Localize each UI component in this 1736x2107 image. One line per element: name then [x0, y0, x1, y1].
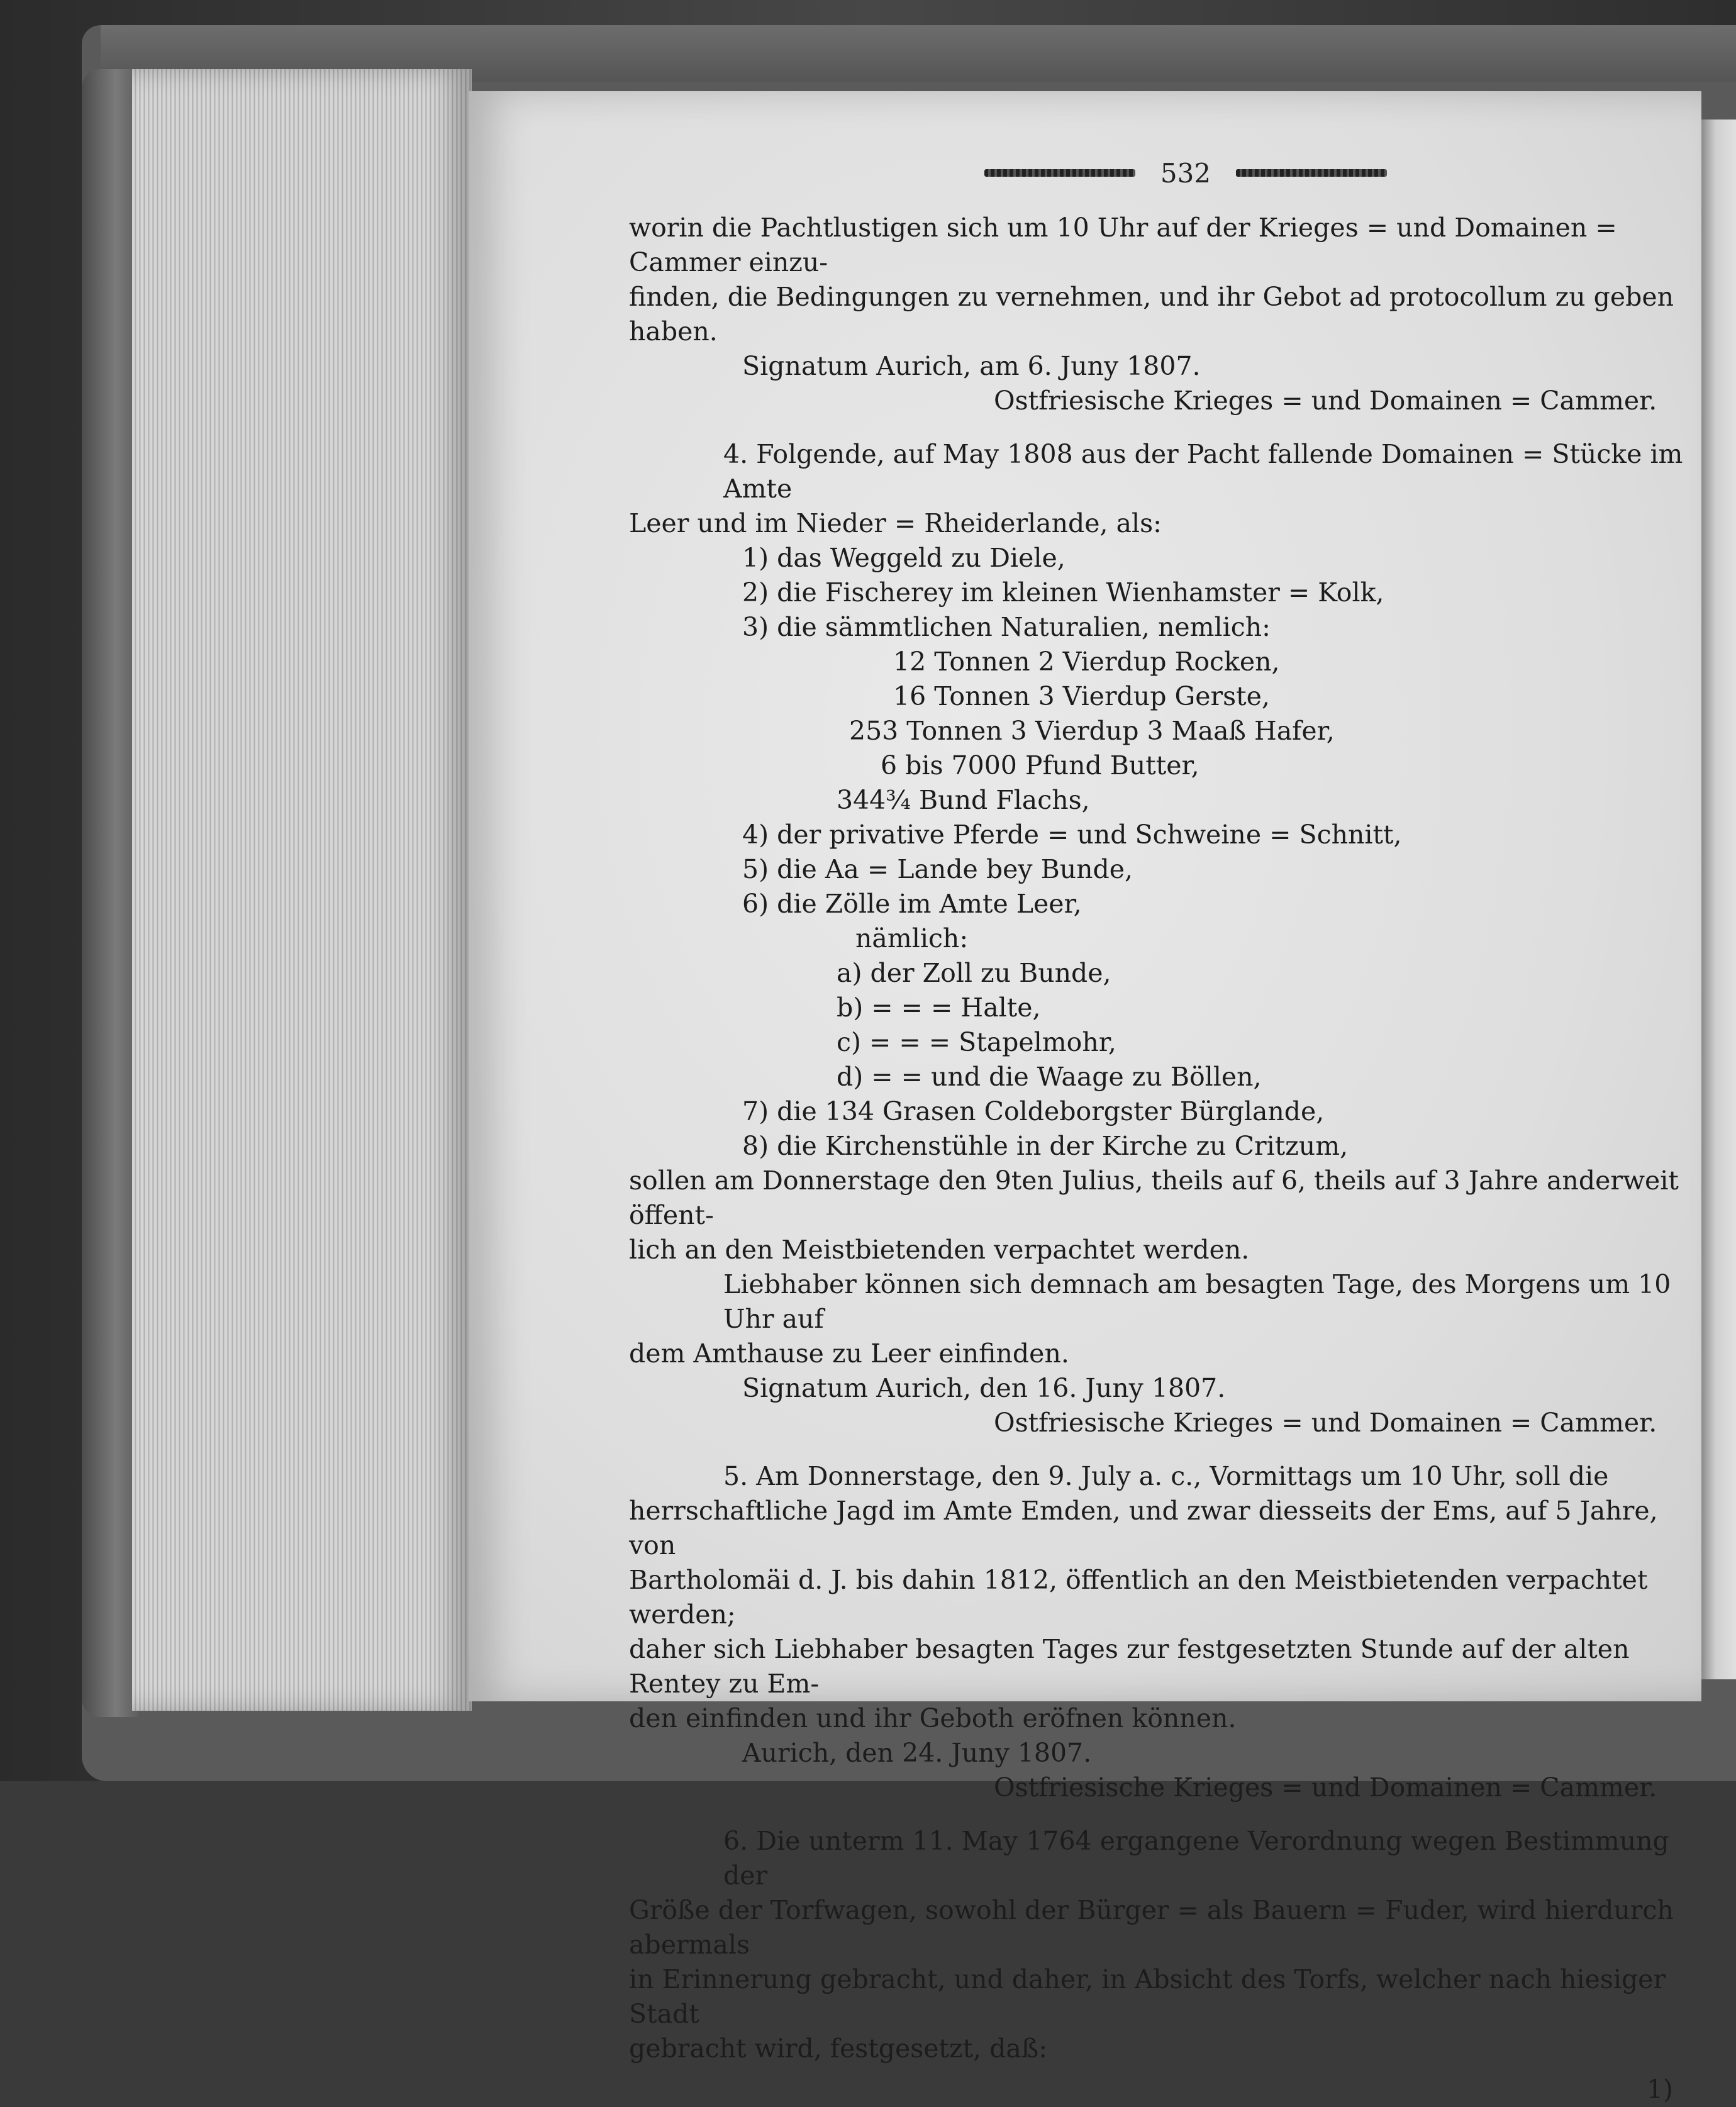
list-item: 1) das Weggeld zu Diele, — [742, 543, 1066, 573]
text-line: lich an den Meistbietenden verpachtet werden. — [629, 1235, 1250, 1265]
list-item: 3) die sämmtlichen Naturalien, nemlich: — [742, 612, 1271, 642]
list-subitem: 253 Tonnen 3 Vierdup 3 Maaß Hafer, — [849, 716, 1335, 746]
list-subitem: c) = = = Stapelmohr, — [837, 1027, 1116, 1057]
section-5-intro: 5. Am Donnerstage, den 9. July a. c., Vormittags um 10 Uhr, soll die — [723, 1461, 1609, 1491]
page-number: 532 — [1160, 157, 1211, 189]
list-item: 4) der privative Pferde = und Schweine = Schnitt, — [742, 820, 1402, 850]
book-spine-edge — [82, 69, 138, 1717]
authority-line: Ostfriesische Krieges = und Domainen = Cammer. — [994, 1772, 1657, 1803]
text-line: den einfinden und ihr Geboth eröfnen können. — [629, 1703, 1237, 1733]
section-6-intro: 6. Die unterm 11. May 1764 ergangene Verordnung wegen Bestimmung der — [723, 1826, 1669, 1891]
list-subitem: b) = = = Halte, — [837, 992, 1041, 1023]
signature-line: Signatum Aurich, am 6. Juny 1807. — [742, 351, 1201, 381]
signature-line: Signatum Aurich, den 16. Juny 1807. — [742, 1373, 1226, 1403]
signature-line: Aurich, den 24. Juny 1807. — [742, 1738, 1092, 1768]
list-subitem: d) = = und die Waage zu Böllen, — [837, 1062, 1262, 1092]
text-line: herrschaftliche Jagd im Amte Emden, und zwar diesseits der Ems, auf 5 Jahre, von — [629, 1496, 1658, 1560]
list-item: 8) die Kirchenstühle in der Kirche zu Critzum, — [742, 1131, 1349, 1161]
list-subitem: a) der Zoll zu Bunde, — [837, 958, 1111, 988]
list-item: 6) die Zölle im Amte Leer, — [742, 889, 1082, 919]
page-edges — [132, 69, 472, 1711]
list-subitem: nämlich: — [855, 923, 969, 953]
list-subitem: 12 Tonnen 2 Vierdup Rocken, — [893, 647, 1280, 677]
authority-line: Ostfriesische Krieges = und Domainen = Cammer. — [994, 1408, 1657, 1438]
next-page-edge — [1701, 120, 1736, 1679]
text-line: daher sich Liebhaber besagten Tages zur festgesetzten Stunde auf der alten Rentey zu Em- — [629, 1634, 1630, 1699]
text-line: sollen am Donnerstage den 9ten Julius, theils auf 6, theils auf 3 Jahre anderweit öffent- — [629, 1165, 1679, 1230]
text-line: Liebhaber können sich demnach am besagten Tage, des Morgens um 10 Uhr auf — [723, 1269, 1671, 1334]
catchword: 1) — [1646, 2074, 1673, 2104]
list-item: 5) die Aa = Lande bey Bunde, — [742, 854, 1133, 884]
list-item: 2) die Fischerey im kleinen Wienhamster = Kolk, — [742, 577, 1384, 608]
list-subitem: 6 bis 7000 Pfund Butter, — [881, 750, 1199, 781]
text-line: in Erinnerung gebracht, und daher, in Absicht des Torfs, welcher nach hiesiger Stadt — [629, 1964, 1666, 2029]
text-line: worin die Pachtlustigen sich um 10 Uhr auf der Krieges = und Domainen = Cammer einzu- — [629, 213, 1617, 277]
text-line: gebracht wird, festgesetzt, daß: — [629, 2033, 1048, 2064]
text-line: Größe der Torfwagen, sowohl der Bürger = als Bauern = Fuder, wird hierdurch abermals — [629, 1895, 1674, 1960]
list-subitem: 16 Tonnen 3 Vierdup Gerste, — [893, 681, 1270, 711]
text-line: Bartholomäi d. J. bis dahin 1812, öffentlich an den Meistbietenden verpachtet werden; — [629, 1565, 1648, 1630]
authority-line: Ostfriesische Krieges = und Domainen = Cammer. — [994, 386, 1657, 416]
text-line: Leer und im Nieder = Rheiderlande, als: — [629, 508, 1162, 538]
section-4-intro: 4. Folgende, auf May 1808 aus der Pacht fallende Domainen = Stücke im Amte — [723, 439, 1683, 504]
list-subitem: 344¾ Bund Flachs, — [837, 785, 1090, 815]
text-line: dem Amthause zu Leer einfinden. — [629, 1338, 1069, 1369]
page-text — [629, 151, 1692, 2107]
text-line: finden, die Bedingungen zu vernehmen, und ihr Gebot ad protocollum zu geben haben. — [629, 282, 1674, 347]
list-item: 7) die 134 Grasen Coldeborgster Bürglande, — [742, 1096, 1325, 1126]
